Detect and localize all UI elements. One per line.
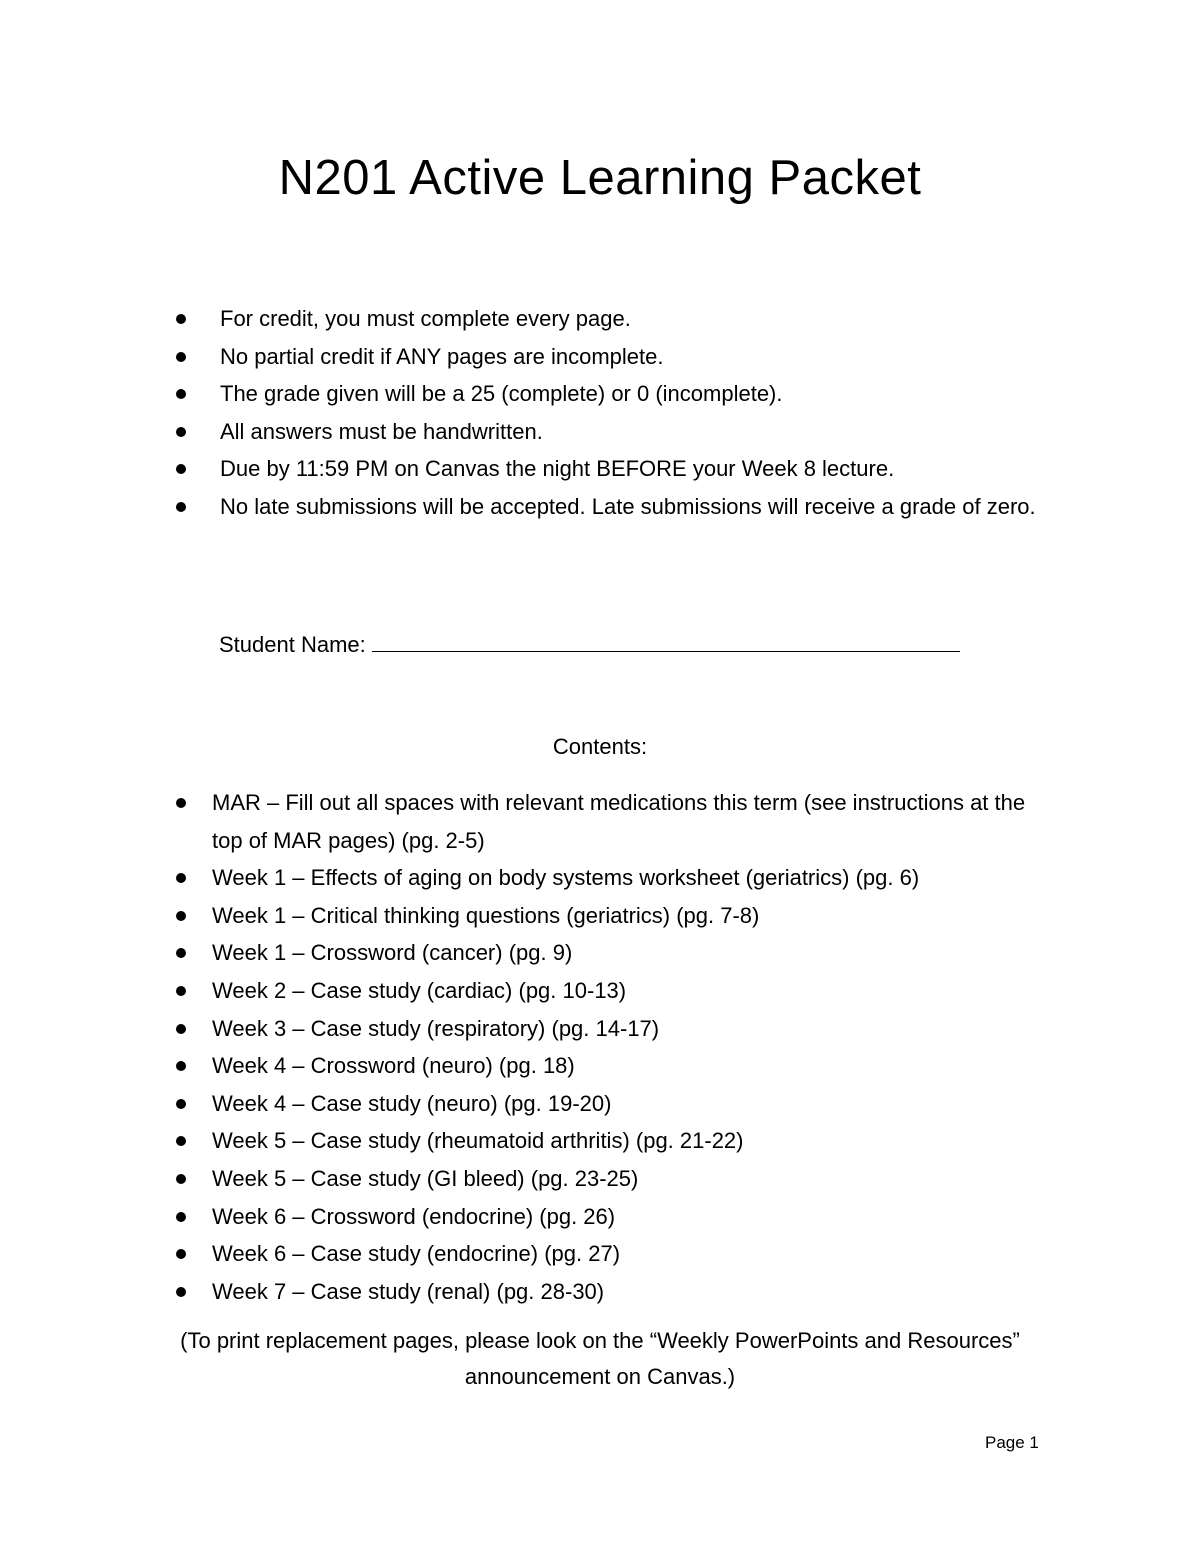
requirement-text: No late submissions will be accepted. Late submissions will receive a grade of zero. (220, 493, 1036, 519)
requirement-text: The grade given will be a 25 (complete) or 0 (incomplete). (220, 381, 783, 407)
bullet-icon (176, 352, 186, 362)
list-item (172, 450, 1072, 488)
bullet-icon (176, 798, 186, 808)
list-item (172, 1235, 1052, 1273)
contents-item-text: Week 1 – Crossword (cancer) (pg. 9) (212, 940, 573, 966)
page-title: N201 Active Learning Packet (278, 151, 922, 205)
requirement-text: Due by 11:59 PM on Canvas the night BEFORE your Week 8 lecture. (220, 456, 895, 482)
student-name-label: Student Name: (219, 632, 366, 657)
contents-item-text: Week 1 – Effects of aging on body systems worksheet (geriatrics) (pg. 6) (212, 865, 920, 891)
list-item (172, 784, 1052, 859)
list-item (172, 1085, 1052, 1123)
contents-item-text: Week 4 – Crossword (neuro) (pg. 18) (212, 1053, 575, 1079)
bullet-icon (176, 1061, 186, 1071)
contents-item-text: Week 5 – Case study (rheumatoid arthritis) (pg. 21-22) (212, 1128, 744, 1154)
list-item (172, 338, 1072, 376)
contents-item-text: Week 3 – Case study (respiratory) (pg. 14-17) (212, 1015, 660, 1041)
contents-item-text: Week 4 – Case study (neuro) (pg. 19-20) (212, 1090, 612, 1116)
bullet-icon (176, 986, 186, 996)
bullet-icon (176, 1249, 186, 1259)
list-item (172, 972, 1052, 1010)
list-item (172, 897, 1052, 935)
contents-item-text: Week 6 – Crossword (endocrine) (pg. 26) (212, 1203, 616, 1229)
page-number: Page 1 (985, 1433, 1039, 1452)
bullet-icon (176, 427, 186, 437)
contents-item-text: MAR – Fill out all spaces with relevant medications this term (see instructions at the top of MAR pages) (pg. 2-5) (212, 790, 1026, 853)
bullet-icon (176, 314, 186, 324)
bullet-icon (176, 464, 186, 474)
bullet-icon (176, 1174, 186, 1184)
contents-item-text: Week 2 – Case study (cardiac) (pg. 10-13) (212, 977, 627, 1003)
bullet-icon (176, 948, 186, 958)
list-item (172, 488, 1072, 526)
requirement-text: No partial credit if ANY pages are incomplete. (220, 343, 664, 369)
contents-item-text: Week 7 – Case study (renal) (pg. 28-30) (212, 1278, 605, 1304)
list-item (172, 1010, 1052, 1048)
requirements-list (172, 300, 1072, 526)
bullet-icon (176, 389, 186, 399)
bullet-icon (176, 873, 186, 883)
bullet-icon (176, 1212, 186, 1222)
replacement-pages-note: (To print replacement pages, please look on the “Weekly PowerPoints and Resources” announcement on Canvas.) (180, 1328, 1020, 1389)
list-item (172, 1122, 1052, 1160)
student-name-row (219, 627, 960, 662)
list-item (172, 1160, 1052, 1198)
contents-item-text: Week 1 – Critical thinking questions (geriatrics) (pg. 7-8) (212, 902, 760, 928)
list-item (172, 375, 1072, 413)
contents-list (172, 784, 1052, 1310)
contents-item-text: Week 6 – Case study (endocrine) (pg. 27) (212, 1241, 621, 1267)
list-item (172, 413, 1072, 451)
bullet-icon (176, 1024, 186, 1034)
requirement-text: All answers must be handwritten. (220, 418, 543, 444)
bullet-icon (176, 502, 186, 512)
bullet-icon (176, 1099, 186, 1109)
contents-heading: Contents: (552, 734, 648, 759)
requirement-text: For credit, you must complete every page. (220, 306, 631, 331)
list-item (172, 1273, 1052, 1311)
list-item (172, 859, 1052, 897)
contents-item-text: Week 5 – Case study (GI bleed) (pg. 23-25) (212, 1165, 639, 1191)
bullet-icon (176, 1136, 186, 1146)
student-name-field[interactable] (372, 627, 960, 652)
list-item (172, 1047, 1052, 1085)
bullet-icon (176, 1287, 186, 1297)
list-item (172, 1198, 1052, 1236)
list-item (172, 934, 1052, 972)
list-item (172, 300, 1072, 338)
bullet-icon (176, 911, 186, 921)
